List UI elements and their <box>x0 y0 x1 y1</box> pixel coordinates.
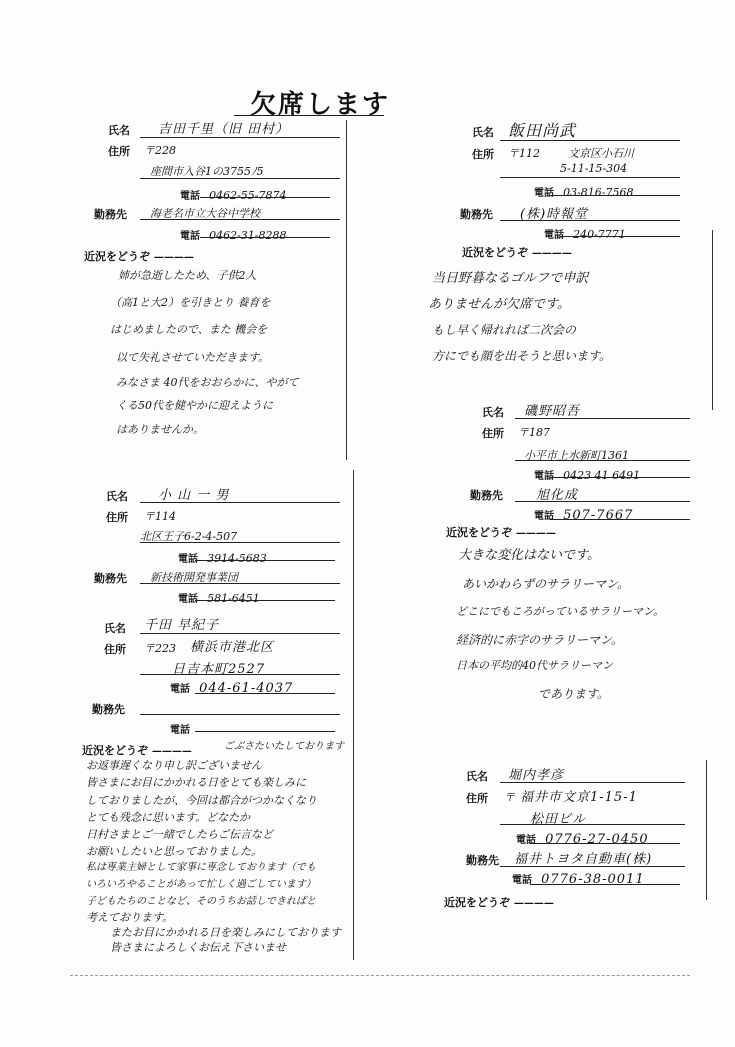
tel-underline <box>195 693 335 694</box>
address-underline <box>500 177 680 178</box>
comment-line: 私は専業主婦として家事に専念しております（でも <box>86 862 316 873</box>
name-label: 氏名 <box>104 622 126 635</box>
name-value: 小 山 一 男 <box>158 488 230 503</box>
work-tel-value: 240-7771 <box>573 228 626 241</box>
tel-row <box>534 464 640 483</box>
address-underline <box>140 542 340 543</box>
tel-value: 0776-27-0450 <box>545 832 649 847</box>
work-underline <box>515 501 690 502</box>
work-tel-value: 507-7667 <box>563 508 634 523</box>
news-label: 近況をどうぞ ———— <box>84 250 194 263</box>
tel-label: 電話 <box>516 835 536 846</box>
comment-line: くる50代を健やかに迎えように <box>116 399 273 412</box>
zip-value: 〒223 <box>144 642 176 655</box>
name-underline <box>140 137 340 138</box>
news-label: 近況をどうぞ ———— <box>462 246 572 259</box>
news-label: 近況をどうぞ ———— <box>444 896 554 909</box>
tel-value: 3914-5683 <box>207 552 267 565</box>
work-value: 新技術開発事業団 <box>150 571 238 584</box>
address-label: 住所 <box>482 427 504 440</box>
address-label: 住所 <box>104 643 126 656</box>
left-column-bracket-lower <box>353 470 354 960</box>
name-value: 千田 早紀子 <box>144 618 220 633</box>
comment-line: お願いしたいと思っておりました。 <box>86 845 262 858</box>
address-underline <box>515 460 690 461</box>
work-tel-underline <box>550 519 690 520</box>
name-label: 氏名 <box>472 126 494 139</box>
work-value: 福井トヨタ自動車(株) <box>514 852 653 867</box>
tel-label: 電話 <box>180 191 200 202</box>
tel-value: 0462-55-7874 <box>209 189 287 202</box>
work-underline <box>140 219 340 220</box>
tel-underline <box>550 477 690 478</box>
page-title: 欠席します <box>250 90 391 120</box>
work-tel-row <box>544 223 626 242</box>
comment-line: 姉が急逝したため、子供2人 <box>118 269 257 282</box>
comment-line: どこにでもころがっているサラリーマン。 <box>456 605 665 618</box>
comment-line: 方にでも顔を出そうと思います。 <box>432 349 612 363</box>
comment-line: 考えております。 <box>86 911 174 924</box>
name-value: 磯野昭吾 <box>524 404 581 419</box>
tel-label: 電話 <box>170 684 190 695</box>
work-tel-value: 581-6451 <box>207 592 260 605</box>
work-tel-label: 電話 <box>170 725 190 736</box>
address-underline <box>140 674 340 675</box>
comment-line: あいかわらずのサラリーマン。 <box>462 577 630 591</box>
address-line: 横浜市港北区 <box>190 640 275 655</box>
work-tel-row <box>534 504 633 523</box>
address-line: 座間市入谷1の3755ﾉ5 <box>150 165 264 178</box>
zip-value: 〒 <box>504 791 515 804</box>
left-column-bracket <box>346 120 347 460</box>
news-label: 近況をどうぞ ———— <box>82 744 192 757</box>
work-value: 旭化成 <box>536 488 579 503</box>
work-label: 勤務先 <box>92 703 125 716</box>
work-label: 勤務先 <box>94 208 127 221</box>
name-label: 氏名 <box>106 490 128 503</box>
comment-line: 子どもたちのことなど、そのうちお話しできればと <box>86 896 316 907</box>
work-tel-underline <box>560 236 680 237</box>
work-label: 勤務先 <box>466 854 499 867</box>
work-tel-value: 0776-38-0011 <box>541 872 645 887</box>
comment-line: 皆さまにお目にかかれる日をとても楽しみに <box>86 776 306 789</box>
address-line: 松田ビル <box>530 812 587 827</box>
address-label: 住所 <box>108 145 130 158</box>
name-value: 吉田千里（旧 田村） <box>158 122 290 137</box>
work-underline <box>500 220 680 221</box>
work-value: (株)時報堂 <box>520 207 589 222</box>
comment-line: （高1と大2）を引きとり 養育を <box>110 296 271 309</box>
tel-label: 電話 <box>534 471 554 482</box>
address-line: 小平市上水新町1361 <box>524 449 629 462</box>
work-tel-row <box>170 718 194 737</box>
name-underline <box>500 140 680 141</box>
comment-line: もし早く帰れれば二次会の <box>432 323 577 337</box>
tel-value: 044-61-4037 <box>199 681 294 696</box>
work-tel-value: 0462-31-8288 <box>209 229 287 242</box>
work-label: 勤務先 <box>470 489 503 502</box>
comment-line: 日村さまとご一緒でしたらご伝言など <box>86 828 273 841</box>
work-tel-label: 電話 <box>512 875 532 886</box>
name-underline <box>140 633 340 634</box>
address-line: 5-11-15-304 <box>560 162 628 175</box>
name-underline <box>500 782 685 783</box>
zip-value: 〒228 <box>144 144 176 157</box>
tel-underline <box>530 843 680 844</box>
tel-row <box>534 181 634 200</box>
address-label: 住所 <box>466 792 488 805</box>
comment-line: 当日野暮なるゴルフで申訳 <box>432 271 589 286</box>
work-underline <box>500 866 685 867</box>
work-tel-label: 電話 <box>180 231 200 242</box>
work-underline <box>140 583 340 584</box>
address-line: 福井市文京1-15-1 <box>520 790 638 805</box>
work-tel-underline <box>195 600 335 601</box>
name-underline <box>140 502 340 503</box>
comment-line: 日本の平均的40代サラリーマン <box>456 659 613 672</box>
comment-line: であります。 <box>538 687 610 701</box>
tel-underline <box>195 560 335 561</box>
comment-line: 以て失礼させていただきます。 <box>116 351 270 364</box>
comment-line: とても残念に思います。どなたか <box>86 811 251 824</box>
work-tel-label: 電話 <box>178 594 198 605</box>
work-tel-row <box>178 587 260 606</box>
comment-line: はじめましたので、また 機会を <box>110 323 268 336</box>
comment-line: いろいろやることがあって忙しく過ごしています） <box>86 879 316 890</box>
comment-line: しておりましたが、今回は都合がつかなくなり <box>86 794 317 807</box>
tel-row <box>180 184 287 203</box>
work-tel-underline <box>530 884 680 885</box>
zip-value: 〒187 <box>518 426 550 439</box>
work-tel-label: 電話 <box>534 511 554 522</box>
name-label: 氏名 <box>482 406 504 419</box>
comment-line: はありませんか。 <box>116 423 204 436</box>
name-underline <box>515 418 690 419</box>
address-line: 日吉本町2527 <box>172 662 266 677</box>
tel-label: 電話 <box>178 554 198 565</box>
tel-value: 03-816-7568 <box>563 186 634 199</box>
address-underline <box>140 178 340 179</box>
title-underline <box>234 115 384 116</box>
comment-line: ありませんが欠席です。 <box>428 297 570 312</box>
work-tel-row <box>180 224 287 243</box>
work-value: 海老名市立大谷中学校 <box>150 207 260 220</box>
comment-line: 皆さまによろしくお伝え下さいませ <box>110 941 286 954</box>
tel-label: 電話 <box>534 188 554 199</box>
work-tel-underline <box>195 731 335 732</box>
right-column-bracket <box>712 230 713 410</box>
tel-row <box>178 547 267 566</box>
tel-row <box>516 828 649 847</box>
address-underline <box>500 824 685 825</box>
tel-underline <box>550 195 680 196</box>
address-label: 住所 <box>472 148 494 161</box>
comment-line: お返事遅くなり申し訳ございません <box>86 759 262 772</box>
zip-value: 〒112 <box>508 147 540 160</box>
name-label: 氏名 <box>108 124 130 137</box>
comment-line: ごぶさたいたしております <box>224 741 344 752</box>
comment-line: 経済的に赤字のサラリーマン。 <box>456 633 624 647</box>
name-value: 飯田尚武 <box>508 121 577 140</box>
work-tel-label: 電話 <box>544 230 564 241</box>
address-line: 北区王子6-2-4-507 <box>140 530 238 543</box>
tel-value: 0423 41 6491 <box>563 469 641 482</box>
comment-line: みなさま 40代をおおらかに、やがて <box>116 376 299 389</box>
name-label: 氏名 <box>466 770 488 783</box>
work-label: 勤務先 <box>460 208 493 221</box>
address-line: 文京区小石川 <box>568 147 634 160</box>
name-value: 堀内孝彦 <box>508 768 565 783</box>
address-label: 住所 <box>106 511 128 524</box>
page-bottom-edge <box>70 975 690 976</box>
work-label: 勤務先 <box>94 572 127 585</box>
news-label: 近況をどうぞ ———— <box>446 526 556 539</box>
zip-value: 〒114 <box>144 510 176 523</box>
comment-line: 大きな変化はないです。 <box>458 548 600 563</box>
comment-line: またお目にかかれる日を楽しみにしております <box>110 926 341 939</box>
work-underline <box>140 714 340 715</box>
right-column-bracket-lower <box>706 760 707 900</box>
tel-underline <box>200 197 330 198</box>
work-tel-underline <box>200 237 330 238</box>
